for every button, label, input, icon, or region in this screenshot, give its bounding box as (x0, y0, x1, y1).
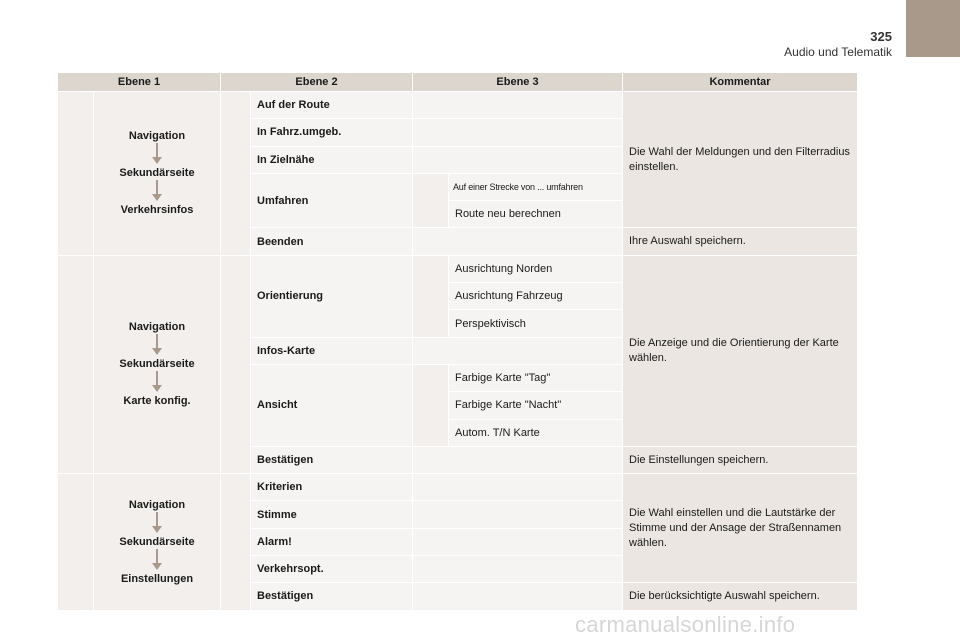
comment-cell: Die Wahl der Meldungen und den Filterradius einstellen. (623, 92, 858, 228)
level3-item: Autom. T/N Karte (449, 419, 623, 446)
level2-item: Alarm! (251, 528, 413, 555)
arrow-down-icon (151, 143, 163, 165)
comment-cell: Die Anzeige und die Orientierung der Karte wählen. (623, 255, 858, 446)
header-comment: Kommentar (623, 73, 858, 92)
path-step: Verkehrsinfos (120, 204, 194, 217)
table-row (58, 92, 858, 119)
level3-item: Farbige Karte "Tag" (449, 364, 623, 391)
arrow-down-icon (151, 549, 163, 571)
arrow-down-icon (151, 512, 163, 534)
level3-item: Ausrichtung Norden (449, 255, 623, 282)
arrow-down-icon (151, 334, 163, 356)
comment-cell: Ihre Auswahl speichern. (623, 228, 858, 255)
path-step: Navigation (128, 321, 186, 334)
menu-path-traffic (94, 92, 221, 256)
comment-cell: Die berücksichtigte Auswahl speichern. (623, 583, 858, 610)
chapter-tab (906, 0, 960, 57)
level2-item: Bestätigen (251, 446, 413, 473)
level2-item: Stimme (251, 501, 413, 528)
path-step: Sekundärseite (119, 535, 195, 548)
path-step: Sekundärseite (119, 358, 195, 371)
level2-item: Verkehrsopt. (251, 556, 413, 583)
level2-item: Orientierung (251, 255, 413, 337)
path-step: Karte konfig. (123, 395, 191, 408)
level2-item: Beenden (251, 228, 413, 255)
table-row (58, 255, 858, 282)
comment-cell: Die Einstellungen speichern. (623, 446, 858, 473)
level2-item: Infos-Karte (251, 337, 413, 364)
menu-path-settings (94, 474, 221, 610)
level2-item: Bestätigen (251, 583, 413, 610)
level2-item: Kriterien (251, 474, 413, 501)
level2-item: In Fahrz.umgeb. (251, 119, 413, 146)
level2-item: Ansicht (251, 364, 413, 446)
header-level-3: Ebene 3 (413, 73, 623, 92)
table-row (58, 474, 858, 501)
path-step: Einstellungen (120, 572, 194, 585)
path-step: Sekundärseite (119, 167, 195, 180)
level2-item: Umfahren (251, 173, 413, 228)
menu-path-map (94, 255, 221, 473)
arrow-down-icon (151, 371, 163, 393)
level3-item: Ausrichtung Fahrzeug (449, 283, 623, 310)
comment-cell: Die Wahl einstellen und die Lautstärke der Stimme und der Ansage der Straßennamen wählen. (623, 474, 858, 583)
level2-item: In Zielnähe (251, 146, 413, 173)
level3-item: Route neu berechnen (449, 201, 623, 228)
path-step: Navigation (128, 498, 186, 511)
menu-table (57, 72, 858, 611)
level2-item: Auf der Route (251, 92, 413, 119)
arrow-down-icon (151, 180, 163, 202)
table-header (58, 73, 858, 92)
section-title: Audio und Telematik (784, 45, 892, 59)
path-step: Navigation (128, 130, 186, 143)
page-number: 325 (870, 29, 892, 44)
header-level-1: Ebene 1 (58, 73, 221, 92)
level3-item: Farbige Karte "Nacht" (449, 392, 623, 419)
watermark: carmanualsonline.info (575, 612, 796, 637)
level3-item: Auf einer Strecke von ... umfahren (449, 173, 623, 200)
header-level-2: Ebene 2 (221, 73, 413, 92)
level3-item: Perspektivisch (449, 310, 623, 337)
